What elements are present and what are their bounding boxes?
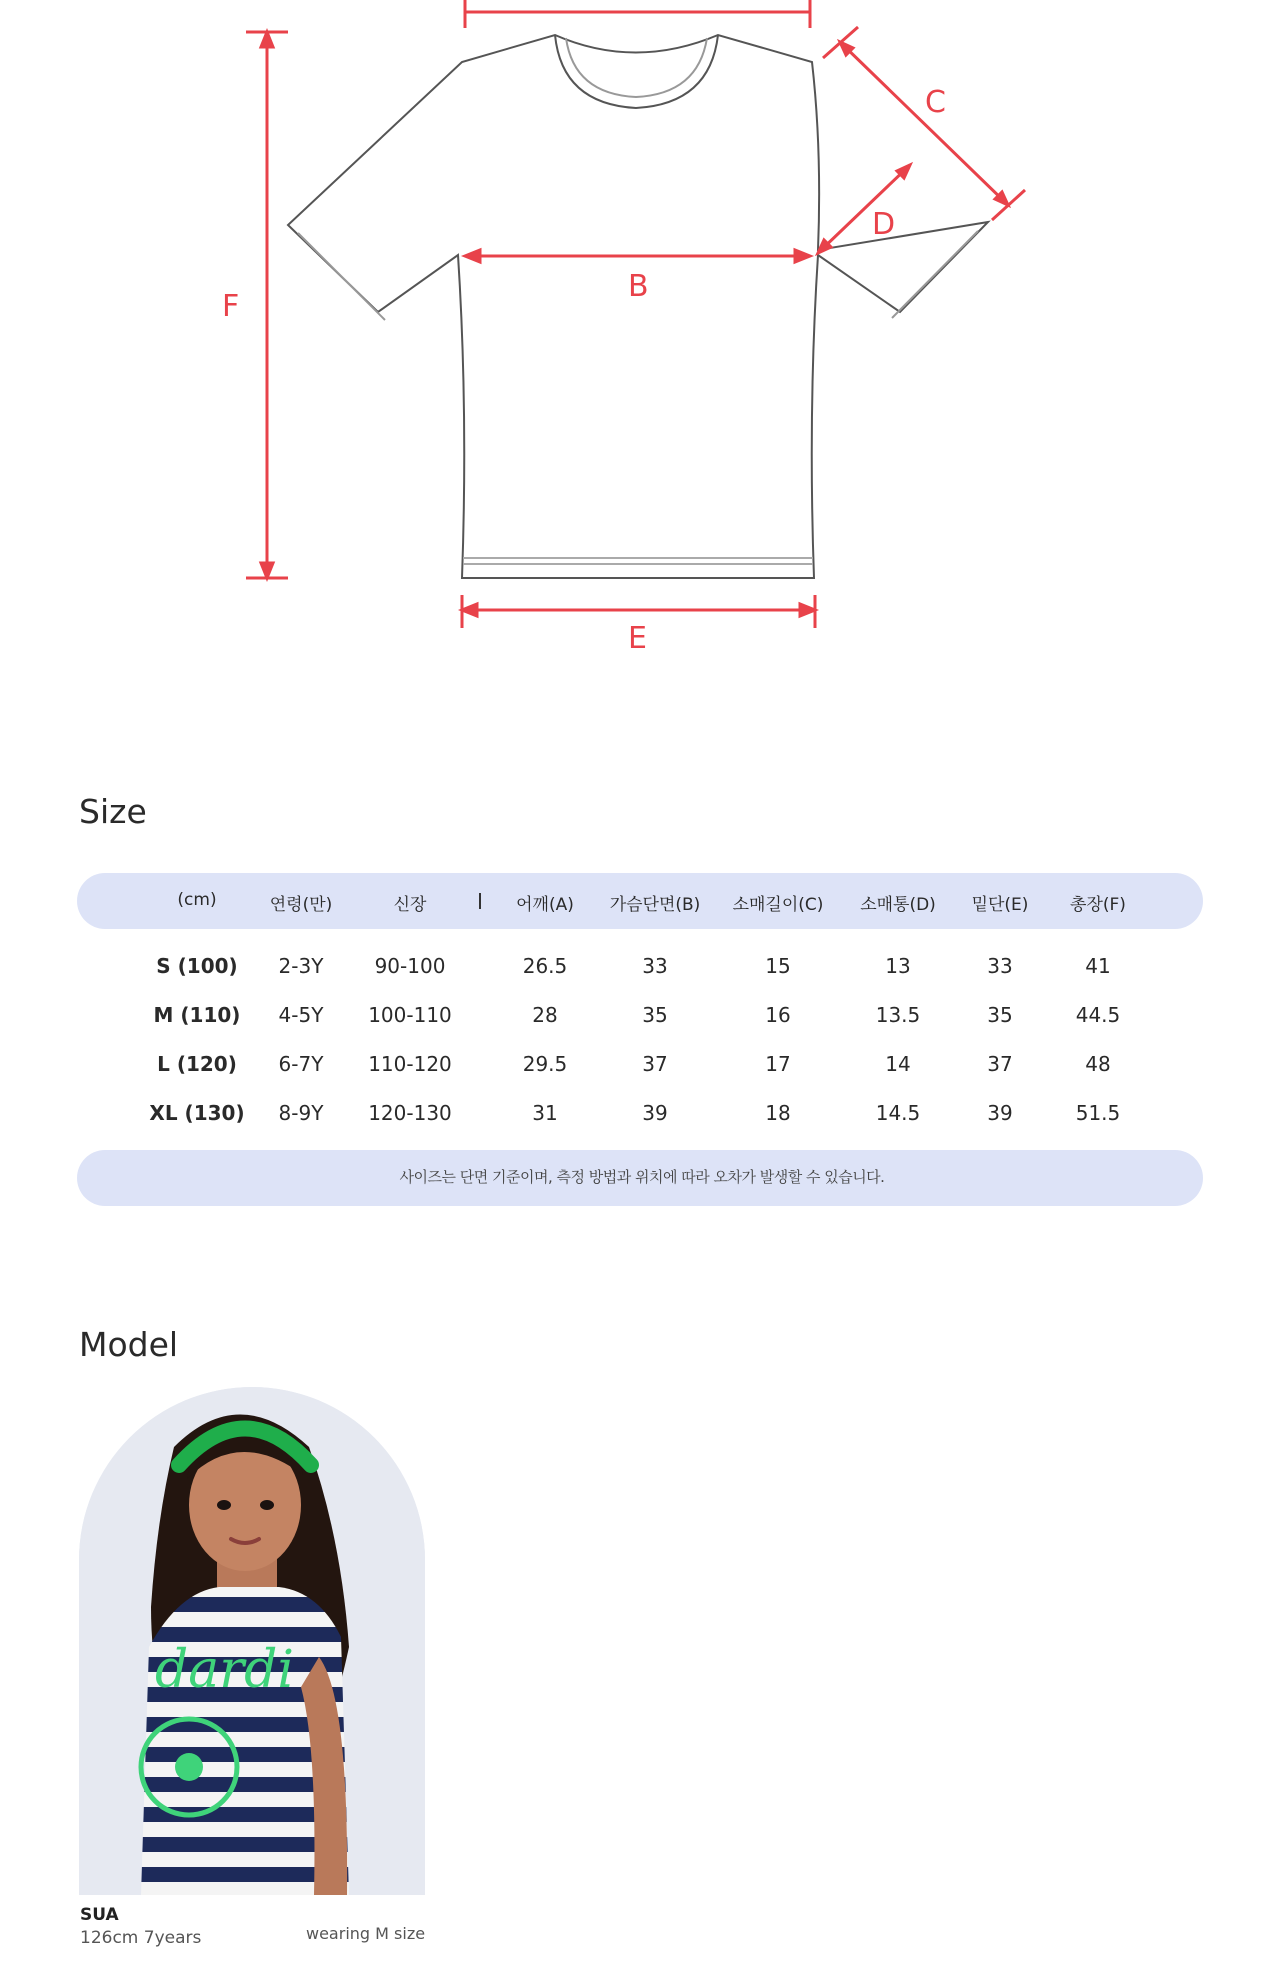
- row-shoulder: 28: [532, 1003, 558, 1027]
- row-size-label: M (110): [153, 1003, 241, 1027]
- model-info: 126cm 7years: [80, 1928, 202, 1948]
- row-size-label: XL (130): [149, 1101, 245, 1125]
- row-size-label: S (100): [156, 954, 238, 978]
- label-d: D: [872, 207, 896, 242]
- header-separator: [479, 893, 481, 909]
- row-total-length: 44.5: [1075, 1003, 1121, 1027]
- row-age: 8-9Y: [278, 1101, 324, 1125]
- row-sleeve-width: 14.5: [875, 1101, 921, 1125]
- row-hem: 39: [987, 1101, 1013, 1125]
- row-shoulder: 31: [532, 1101, 558, 1125]
- header-unit: (cm): [177, 890, 217, 910]
- header-total-length: 총장(F): [1070, 895, 1126, 915]
- header-sleeve-width: 소매통(D): [860, 895, 936, 915]
- model-photo: [79, 1387, 425, 1895]
- tshirt-outline: [288, 35, 988, 578]
- row-sleeve-width: 13.5: [875, 1003, 921, 1027]
- row-chest: 33: [642, 954, 668, 978]
- label-b: B: [628, 269, 649, 304]
- model-wearing-size: wearing M size: [306, 1924, 426, 1943]
- row-sleeve-length: 17: [765, 1052, 791, 1076]
- dimension-lines: [246, 0, 1025, 628]
- model-section-title: Model: [79, 1325, 179, 1364]
- row-shoulder: 29.5: [522, 1052, 568, 1076]
- row-height: 100-110: [368, 1003, 452, 1027]
- row-size-label: L (120): [157, 1052, 237, 1076]
- row-age: 4-5Y: [278, 1003, 324, 1027]
- tshirt-size-diagram: [0, 0, 1284, 700]
- row-chest: 39: [642, 1101, 668, 1125]
- row-total-length: 48: [1085, 1052, 1111, 1076]
- size-section-title: Size: [79, 792, 147, 831]
- label-c: C: [925, 85, 946, 120]
- row-age: 2-3Y: [278, 954, 324, 978]
- row-height: 110-120: [368, 1052, 452, 1076]
- model-illustration: [79, 1387, 425, 1895]
- label-e: E: [628, 621, 647, 656]
- row-height: 120-130: [368, 1101, 452, 1125]
- label-f: F: [222, 289, 240, 324]
- row-chest: 35: [642, 1003, 668, 1027]
- row-sleeve-length: 16: [765, 1003, 791, 1027]
- header-height: 신장: [393, 895, 427, 915]
- row-total-length: 41: [1085, 954, 1111, 978]
- header-shoulder: 어깨(A): [516, 895, 574, 915]
- row-hem: 35: [987, 1003, 1013, 1027]
- row-shoulder: 26.5: [522, 954, 568, 978]
- model-name: SUA: [80, 1905, 119, 1925]
- header-age: 연령(만): [269, 895, 333, 915]
- row-sleeve-width: 14: [885, 1052, 911, 1076]
- size-note: 사이즈는 단면 기준이며, 측정 방법과 위치에 따라 오차가 발생할 수 있습니다.: [399, 1168, 885, 1186]
- row-sleeve-width: 13: [885, 954, 911, 978]
- row-sleeve-length: 18: [765, 1101, 791, 1125]
- header-chest: 가슴단면(B): [609, 895, 701, 915]
- row-height: 90-100: [374, 954, 446, 978]
- row-age: 6-7Y: [278, 1052, 324, 1076]
- row-hem: 37: [987, 1052, 1013, 1076]
- row-hem: 33: [987, 954, 1013, 978]
- row-total-length: 51.5: [1075, 1101, 1121, 1125]
- header-hem: 밑단(E): [971, 895, 1029, 915]
- row-chest: 37: [642, 1052, 668, 1076]
- model-shirt-print: dardi: [155, 1640, 295, 1700]
- row-sleeve-length: 15: [765, 954, 791, 978]
- header-sleeve-length: 소매길이(C): [732, 895, 824, 915]
